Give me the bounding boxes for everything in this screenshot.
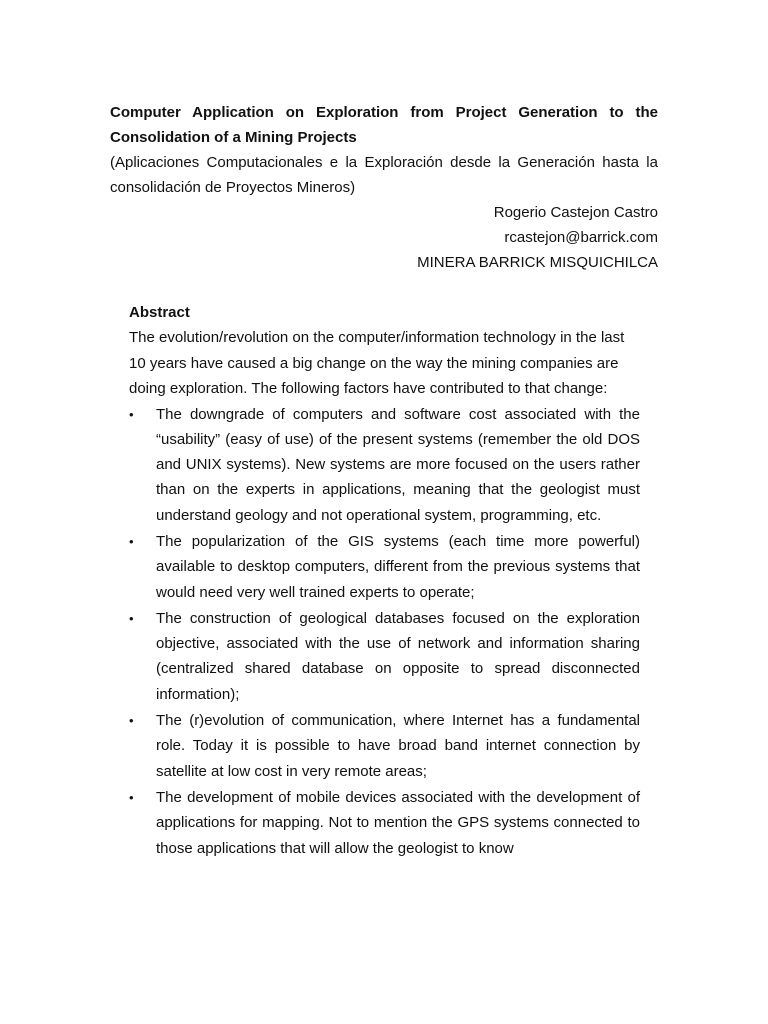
- abstract-section: [129, 300, 640, 862]
- bullet-text: The (r)evolution of communication, where Internet has a fundamental role. Today it is possible to have broad band internet connection by satellite at low cost in very remote areas;: [156, 712, 640, 780]
- bullet-icon: •: [129, 533, 134, 549]
- paper-title: Computer Application on Exploration from Project Generation to the Consolidation of a Mining Projects: [110, 104, 658, 146]
- bullet-icon: •: [129, 406, 134, 422]
- bullet-icon: •: [129, 789, 134, 805]
- author-email: rcastejon@barrick.com: [504, 229, 658, 246]
- bullet-item: [129, 402, 640, 528]
- abstract-bullet-list: [129, 402, 640, 861]
- bullet-item: [129, 529, 640, 605]
- bullet-icon: •: [129, 713, 134, 729]
- author-name: Rogerio Castejon Castro: [493, 204, 658, 221]
- bullet-icon: •: [129, 610, 134, 626]
- paper-subtitle: (Aplicaciones Computacionales e la Exploración desde la Generación hasta la consolidación de Proyectos Mineros): [110, 154, 658, 196]
- abstract-intro: The evolution/revolution on the computer/information technology in the last 10 years have caused a big change on the way the mining companies are doing exploration. The following factors have contributed to that change:: [129, 329, 625, 397]
- bullet-text: The popularization of the GIS systems (each time more powerful) available to desktop computers, different from the previous systems that would need very well trained experts to operate;: [156, 532, 640, 601]
- bullet-text: The construction of geological databases focused on the exploration objective, associated with the use of network and information sharing (centralized shared database on opposite to spread disconnected information);: [156, 609, 640, 703]
- bullet-item: [129, 785, 640, 861]
- title-block: [110, 100, 658, 275]
- author-affiliation: MINERA BARRICK MISQUICHILCA: [417, 254, 658, 271]
- bullet-text: The downgrade of computers and software cost associated with the “usability” (easy of use) of the present systems (remember the old DOS and UNIX systems). New systems are more focused on the users rather than on the experts in applications, meaning that the geologist must understand geology and not operational system, programming, etc.: [156, 405, 640, 524]
- abstract-heading: Abstract: [129, 304, 190, 321]
- bullet-text: The development of mobile devices associated with the development of applications for mapping. Not to mention the GPS systems connected to those applications that will allow the geologist to know: [156, 788, 640, 857]
- bullet-item: [129, 606, 640, 707]
- bullet-item: [129, 708, 640, 784]
